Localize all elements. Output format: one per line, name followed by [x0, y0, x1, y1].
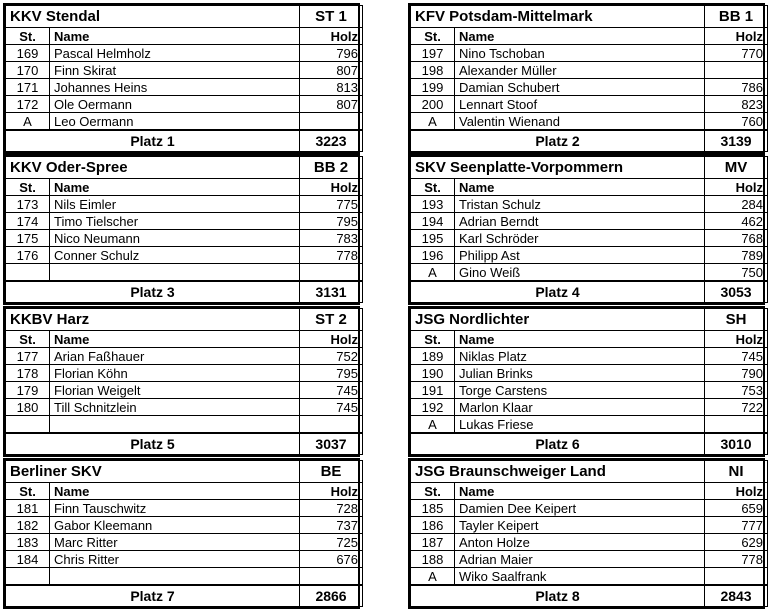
column-header-name: Name	[455, 483, 705, 500]
player-name: Gabor Kleemann	[50, 517, 300, 534]
team-placement: Platz 1	[6, 130, 300, 152]
column-header-st: St.	[6, 28, 50, 45]
player-start-number: 176	[6, 247, 50, 264]
column-header-row	[411, 483, 768, 500]
player-start-number: 179	[6, 382, 50, 399]
column-header-row	[411, 179, 768, 196]
team-name: KKV Stendal	[6, 6, 300, 28]
player-name: Karl Schröder	[455, 230, 705, 247]
column-header-holz: Holz	[705, 483, 768, 500]
player-row	[411, 348, 768, 365]
player-row	[411, 45, 768, 62]
column-header-st: St.	[6, 483, 50, 500]
team-result-row	[6, 433, 363, 455]
player-row	[6, 365, 363, 382]
column-header-st: St.	[6, 331, 50, 348]
player-name: Damian Schubert	[455, 79, 705, 96]
player-row	[6, 568, 363, 586]
team-total-holz: 3223	[300, 130, 363, 152]
team-name: Berliner SKV	[6, 461, 300, 483]
player-row	[411, 113, 768, 131]
team-placement: Platz 8	[411, 585, 705, 607]
player-name: Nico Neumann	[50, 230, 300, 247]
player-holz: 745	[705, 348, 768, 365]
column-header-holz: Holz	[300, 28, 363, 45]
player-start-number: 169	[6, 45, 50, 62]
player-start-number: 177	[6, 348, 50, 365]
column-header-holz: Holz	[705, 28, 768, 45]
player-start-number: 184	[6, 551, 50, 568]
column-header-row	[6, 331, 363, 348]
player-row	[411, 264, 768, 282]
player-row	[6, 113, 363, 131]
player-holz: 745	[300, 382, 363, 399]
player-name: Marlon Klaar	[455, 399, 705, 416]
player-holz: 722	[705, 399, 768, 416]
team-total-holz: 3037	[300, 433, 363, 455]
team-total-holz: 3053	[705, 281, 768, 303]
player-name: Alexander Müller	[455, 62, 705, 79]
player-name: Arian Faßhauer	[50, 348, 300, 365]
player-name	[50, 416, 300, 434]
player-holz: 629	[705, 534, 768, 551]
player-name: Tayler Keipert	[455, 517, 705, 534]
player-holz: 737	[300, 517, 363, 534]
team-header-row	[411, 157, 768, 179]
player-holz: 745	[300, 399, 363, 416]
player-name: Lukas Friese	[455, 416, 705, 434]
player-holz	[705, 62, 768, 79]
player-holz: 786	[705, 79, 768, 96]
team-card	[408, 3, 765, 154]
player-name: Ole Oermann	[50, 96, 300, 113]
player-name	[50, 264, 300, 282]
player-name: Damien Dee Keipert	[455, 500, 705, 517]
player-row	[6, 196, 363, 213]
player-holz: 796	[300, 45, 363, 62]
column-header-name: Name	[50, 179, 300, 196]
team-total-holz: 2843	[705, 585, 768, 607]
team-card	[408, 458, 765, 609]
team-name: JSG Braunschweiger Land	[411, 461, 705, 483]
column-header-st: St.	[411, 28, 455, 45]
player-start-number: 197	[411, 45, 455, 62]
team-card	[408, 154, 765, 305]
player-name: Till Schnitzlein	[50, 399, 300, 416]
player-start-number: A	[411, 264, 455, 282]
player-name: Anton Holze	[455, 534, 705, 551]
player-holz: 775	[300, 196, 363, 213]
team-table	[410, 460, 768, 607]
player-name: Julian Brinks	[455, 365, 705, 382]
player-holz: 750	[705, 264, 768, 282]
player-name: Lennart Stoof	[455, 96, 705, 113]
player-name: Adrian Berndt	[455, 213, 705, 230]
team-result-row	[6, 281, 363, 303]
team-placement: Platz 2	[411, 130, 705, 152]
column-header-holz: Holz	[300, 179, 363, 196]
player-name: Gino Weiß	[455, 264, 705, 282]
player-start-number: 181	[6, 500, 50, 517]
player-start-number: 191	[411, 382, 455, 399]
column-header-row	[6, 483, 363, 500]
player-holz: 783	[300, 230, 363, 247]
player-name: Adrian Maier	[455, 551, 705, 568]
player-start-number: 183	[6, 534, 50, 551]
player-start-number: A	[411, 113, 455, 131]
column-header-holz: Holz	[705, 179, 768, 196]
player-start-number: A	[6, 113, 50, 131]
team-name: KKBV Harz	[6, 309, 300, 331]
player-start-number: 186	[411, 517, 455, 534]
team-result-row	[411, 130, 768, 152]
player-name: Finn Tauschwitz	[50, 500, 300, 517]
team-code: MV	[705, 157, 768, 179]
player-holz	[300, 264, 363, 282]
player-name: Niklas Platz	[455, 348, 705, 365]
player-row	[6, 62, 363, 79]
player-holz	[300, 568, 363, 586]
team-table	[410, 308, 768, 455]
team-name: JSG Nordlichter	[411, 309, 705, 331]
player-holz: 777	[705, 517, 768, 534]
team-table	[5, 460, 363, 607]
column-header-row	[6, 28, 363, 45]
player-row	[6, 96, 363, 113]
player-start-number: 196	[411, 247, 455, 264]
team-result-row	[6, 130, 363, 152]
player-row	[6, 399, 363, 416]
team-card	[408, 306, 765, 457]
team-table	[410, 5, 768, 152]
player-holz	[300, 416, 363, 434]
player-name: Nils Eimler	[50, 196, 300, 213]
team-table	[5, 156, 363, 303]
player-start-number: 170	[6, 62, 50, 79]
player-row	[6, 247, 363, 264]
player-start-number: 200	[411, 96, 455, 113]
team-total-holz: 3131	[300, 281, 363, 303]
player-holz	[300, 113, 363, 131]
player-start-number: 194	[411, 213, 455, 230]
player-row	[6, 264, 363, 282]
player-row	[411, 79, 768, 96]
player-holz: 284	[705, 196, 768, 213]
team-placement: Platz 5	[6, 433, 300, 455]
column-header-st: St.	[411, 483, 455, 500]
player-name: Nino Tschoban	[455, 45, 705, 62]
column-header-name: Name	[50, 483, 300, 500]
player-holz: 807	[300, 96, 363, 113]
player-row	[411, 534, 768, 551]
player-holz	[705, 568, 768, 586]
player-start-number: 178	[6, 365, 50, 382]
player-row	[411, 517, 768, 534]
player-start-number: 175	[6, 230, 50, 247]
player-holz: 823	[705, 96, 768, 113]
player-start-number: 173	[6, 196, 50, 213]
team-card	[3, 154, 360, 305]
player-row	[6, 230, 363, 247]
player-row	[411, 365, 768, 382]
column-header-holz: Holz	[300, 483, 363, 500]
player-holz: 790	[705, 365, 768, 382]
player-holz: 725	[300, 534, 363, 551]
player-start-number: A	[411, 568, 455, 586]
player-row	[411, 196, 768, 213]
team-code: SH	[705, 309, 768, 331]
player-start-number: 199	[411, 79, 455, 96]
player-row	[6, 416, 363, 434]
column-header-name: Name	[455, 28, 705, 45]
player-name: Timo Tielscher	[50, 213, 300, 230]
player-row	[411, 62, 768, 79]
team-placement: Platz 6	[411, 433, 705, 455]
player-row	[6, 213, 363, 230]
team-code: NI	[705, 461, 768, 483]
team-name: KFV Potsdam-Mittelmark	[411, 6, 705, 28]
team-result-row	[411, 281, 768, 303]
team-header-row	[411, 6, 768, 28]
player-row	[411, 230, 768, 247]
player-start-number: 189	[411, 348, 455, 365]
player-start-number: A	[411, 416, 455, 434]
player-start-number: 195	[411, 230, 455, 247]
player-start-number	[6, 568, 50, 586]
team-code: ST 1	[300, 6, 363, 28]
column-header-name: Name	[50, 28, 300, 45]
player-name: Marc Ritter	[50, 534, 300, 551]
player-row	[6, 348, 363, 365]
player-name: Tristan Schulz	[455, 196, 705, 213]
player-start-number: 187	[411, 534, 455, 551]
player-holz: 753	[705, 382, 768, 399]
player-start-number: 171	[6, 79, 50, 96]
team-card	[3, 458, 360, 609]
player-start-number: 172	[6, 96, 50, 113]
team-header-row	[6, 157, 363, 179]
column-header-name: Name	[50, 331, 300, 348]
player-start-number: 193	[411, 196, 455, 213]
team-header-row	[6, 6, 363, 28]
player-start-number: 180	[6, 399, 50, 416]
player-holz: 752	[300, 348, 363, 365]
player-row	[6, 534, 363, 551]
player-name: Torge Carstens	[455, 382, 705, 399]
player-holz: 795	[300, 213, 363, 230]
player-row	[411, 500, 768, 517]
player-row	[411, 247, 768, 264]
team-header-row	[411, 461, 768, 483]
column-header-row	[6, 179, 363, 196]
player-row	[6, 382, 363, 399]
player-holz	[705, 416, 768, 434]
column-header-name: Name	[455, 179, 705, 196]
team-placement: Platz 7	[6, 585, 300, 607]
player-name: Philipp Ast	[455, 247, 705, 264]
player-start-number	[6, 416, 50, 434]
column-header-row	[411, 28, 768, 45]
team-card	[3, 3, 360, 154]
team-code: ST 2	[300, 309, 363, 331]
player-holz: 760	[705, 113, 768, 131]
team-code: BB 1	[705, 6, 768, 28]
player-row	[411, 96, 768, 113]
player-name: Conner Schulz	[50, 247, 300, 264]
player-row	[411, 568, 768, 586]
team-result-row	[411, 433, 768, 455]
player-start-number: 174	[6, 213, 50, 230]
player-start-number	[6, 264, 50, 282]
team-header-row	[6, 309, 363, 331]
team-name: SKV Seenplatte-Vorpommern	[411, 157, 705, 179]
team-total-holz: 3010	[705, 433, 768, 455]
team-code: BE	[300, 461, 363, 483]
player-holz: 778	[300, 247, 363, 264]
player-start-number: 190	[411, 365, 455, 382]
player-name: Chris Ritter	[50, 551, 300, 568]
team-total-holz: 2866	[300, 585, 363, 607]
team-table	[5, 308, 363, 455]
column-header-st: St.	[6, 179, 50, 196]
team-placement: Platz 3	[6, 281, 300, 303]
player-holz: 813	[300, 79, 363, 96]
player-row	[6, 551, 363, 568]
player-holz: 778	[705, 551, 768, 568]
column-header-holz: Holz	[705, 331, 768, 348]
player-row	[411, 399, 768, 416]
player-name: Finn Skirat	[50, 62, 300, 79]
player-holz: 768	[705, 230, 768, 247]
team-name: KKV Oder-Spree	[6, 157, 300, 179]
column-header-holz: Holz	[300, 331, 363, 348]
player-name: Johannes Heins	[50, 79, 300, 96]
player-holz: 462	[705, 213, 768, 230]
player-row	[6, 45, 363, 62]
player-row	[6, 517, 363, 534]
player-holz: 789	[705, 247, 768, 264]
player-start-number: 192	[411, 399, 455, 416]
column-header-name: Name	[455, 331, 705, 348]
player-holz: 728	[300, 500, 363, 517]
player-row	[411, 551, 768, 568]
player-name: Valentin Wienand	[455, 113, 705, 131]
player-name: Florian Köhn	[50, 365, 300, 382]
player-name: Pascal Helmholz	[50, 45, 300, 62]
player-start-number: 185	[411, 500, 455, 517]
player-name	[50, 568, 300, 586]
team-total-holz: 3139	[705, 130, 768, 152]
player-holz: 659	[705, 500, 768, 517]
team-header-row	[411, 309, 768, 331]
team-table	[410, 156, 768, 303]
player-row	[411, 416, 768, 434]
player-name: Florian Weigelt	[50, 382, 300, 399]
column-header-row	[411, 331, 768, 348]
player-holz: 676	[300, 551, 363, 568]
player-holz: 770	[705, 45, 768, 62]
player-start-number: 182	[6, 517, 50, 534]
player-start-number: 188	[411, 551, 455, 568]
column-header-st: St.	[411, 179, 455, 196]
team-table	[5, 5, 363, 152]
player-row	[411, 213, 768, 230]
team-placement: Platz 4	[411, 281, 705, 303]
player-name: Wiko Saalfrank	[455, 568, 705, 586]
team-code: BB 2	[300, 157, 363, 179]
player-row	[411, 382, 768, 399]
team-header-row	[6, 461, 363, 483]
player-name: Leo Oermann	[50, 113, 300, 131]
player-holz: 807	[300, 62, 363, 79]
player-start-number: 198	[411, 62, 455, 79]
player-row	[6, 79, 363, 96]
player-row	[6, 500, 363, 517]
player-holz: 795	[300, 365, 363, 382]
column-header-st: St.	[411, 331, 455, 348]
team-card	[3, 306, 360, 457]
